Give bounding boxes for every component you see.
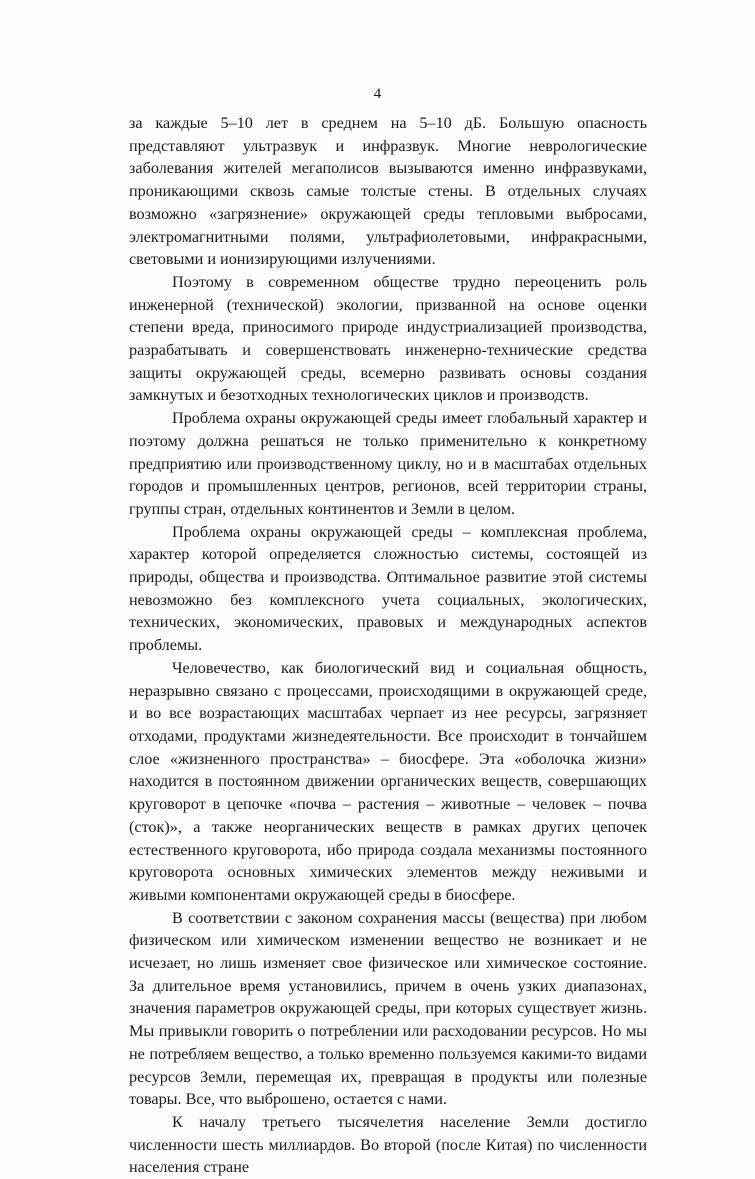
paragraph-4: Проблема охраны окружающей среды – комплексная проблема, характер которой определяется сложностью системы, состоящей из природы, общества и производства. Оптимальное развитие этой системы невозможно без комплексного учета социальных, экологических, технических, экономических, правовых и международных аспектов проблемы. xyxy=(129,522,647,655)
paragraph-1: за каждые 5–10 лет в среднем на 5–10 дБ. Большую опасность представляют ультразвук и инфразвук. Многие неврологические заболевания жителей мегаполисов вызываются именно инфразвуками, проникающими сквозь самые толстые стены. В отдельных случаях возможно «загрязнение» окружающей среды тепловыми выбросами, электромагнитными полями, ультрафиолетовыми, инфракрасными, световыми и ионизирующими излучениями. xyxy=(129,114,647,269)
paragraph-5: Человечество, как биологический вид и социальная общность, неразрывно связано с процессами, происходящими в окружающей среде, и во все возрастающих масштабах черпает из нее ресурсы, загрязняет отходами, продуктами жизнедеятельности. Все происходит в тончайшем слое «жизненного пространства» – биосфере. Эта «оболочка жизни» находится в постоянном движении органических веществ, совершающих круговорот в цепочке «почва – растения – животные – человек – почва (сток)», а также неорганических веществ в рамках других цепочек естественного круговорота, ибо природа создала механизмы постоянного круговорота основных химических элементов между неживыми и живыми компонентами окружающей среды в биосфере. xyxy=(129,658,647,904)
page-number: 4 xyxy=(373,86,382,102)
paragraph-3: Проблема охраны окружающей среды имеет глобальный характер и поэтому должна решаться не только применительно к конкретному предприятию или производственному циклу, но и в масштабах отдельных городов и промышленных центров, регионов, всей территории страны, группы стран, отдельных континентов и Земли в целом. xyxy=(129,409,647,518)
paragraph-2: Поэтому в современном обществе трудно переоценить роль инженерной (технической) экологии, призванной на основе оценки степени вреда, приносимого природе индустриализацией производства, разрабатывать и совершенствовать инженерно-технические средства защиты окружающей среды, всемерно развивать основы создания замкнутых и безотходных технологических циклов и производств. xyxy=(129,272,647,405)
paragraph-6: В соответствии с законом сохранения массы (вещества) при любом физическом или химическом изменении вещество не возникает и не исчезает, но лишь изменяет свое физическое или химическое состояние. За длительное время установились, причем в очень узких диапазонах, значения параметров окружающей среды, при которых существует жизнь. Мы привыкли говорить о потреблении или расходовании ресурсов. Но мы не потребляем вещество, а только временно пользуемся какими-то видами ресурсов Земли, перемещая их, превращая в продукты или полезные товары. Все, что выброшено, остается с нами. xyxy=(129,908,647,1109)
body-text xyxy=(129,112,647,1179)
paragraph-7: К началу третьего тысячелетия население Земли достигло численности шесть миллиардов. Во второй (после Китая) по численности населения стране xyxy=(129,1112,647,1177)
